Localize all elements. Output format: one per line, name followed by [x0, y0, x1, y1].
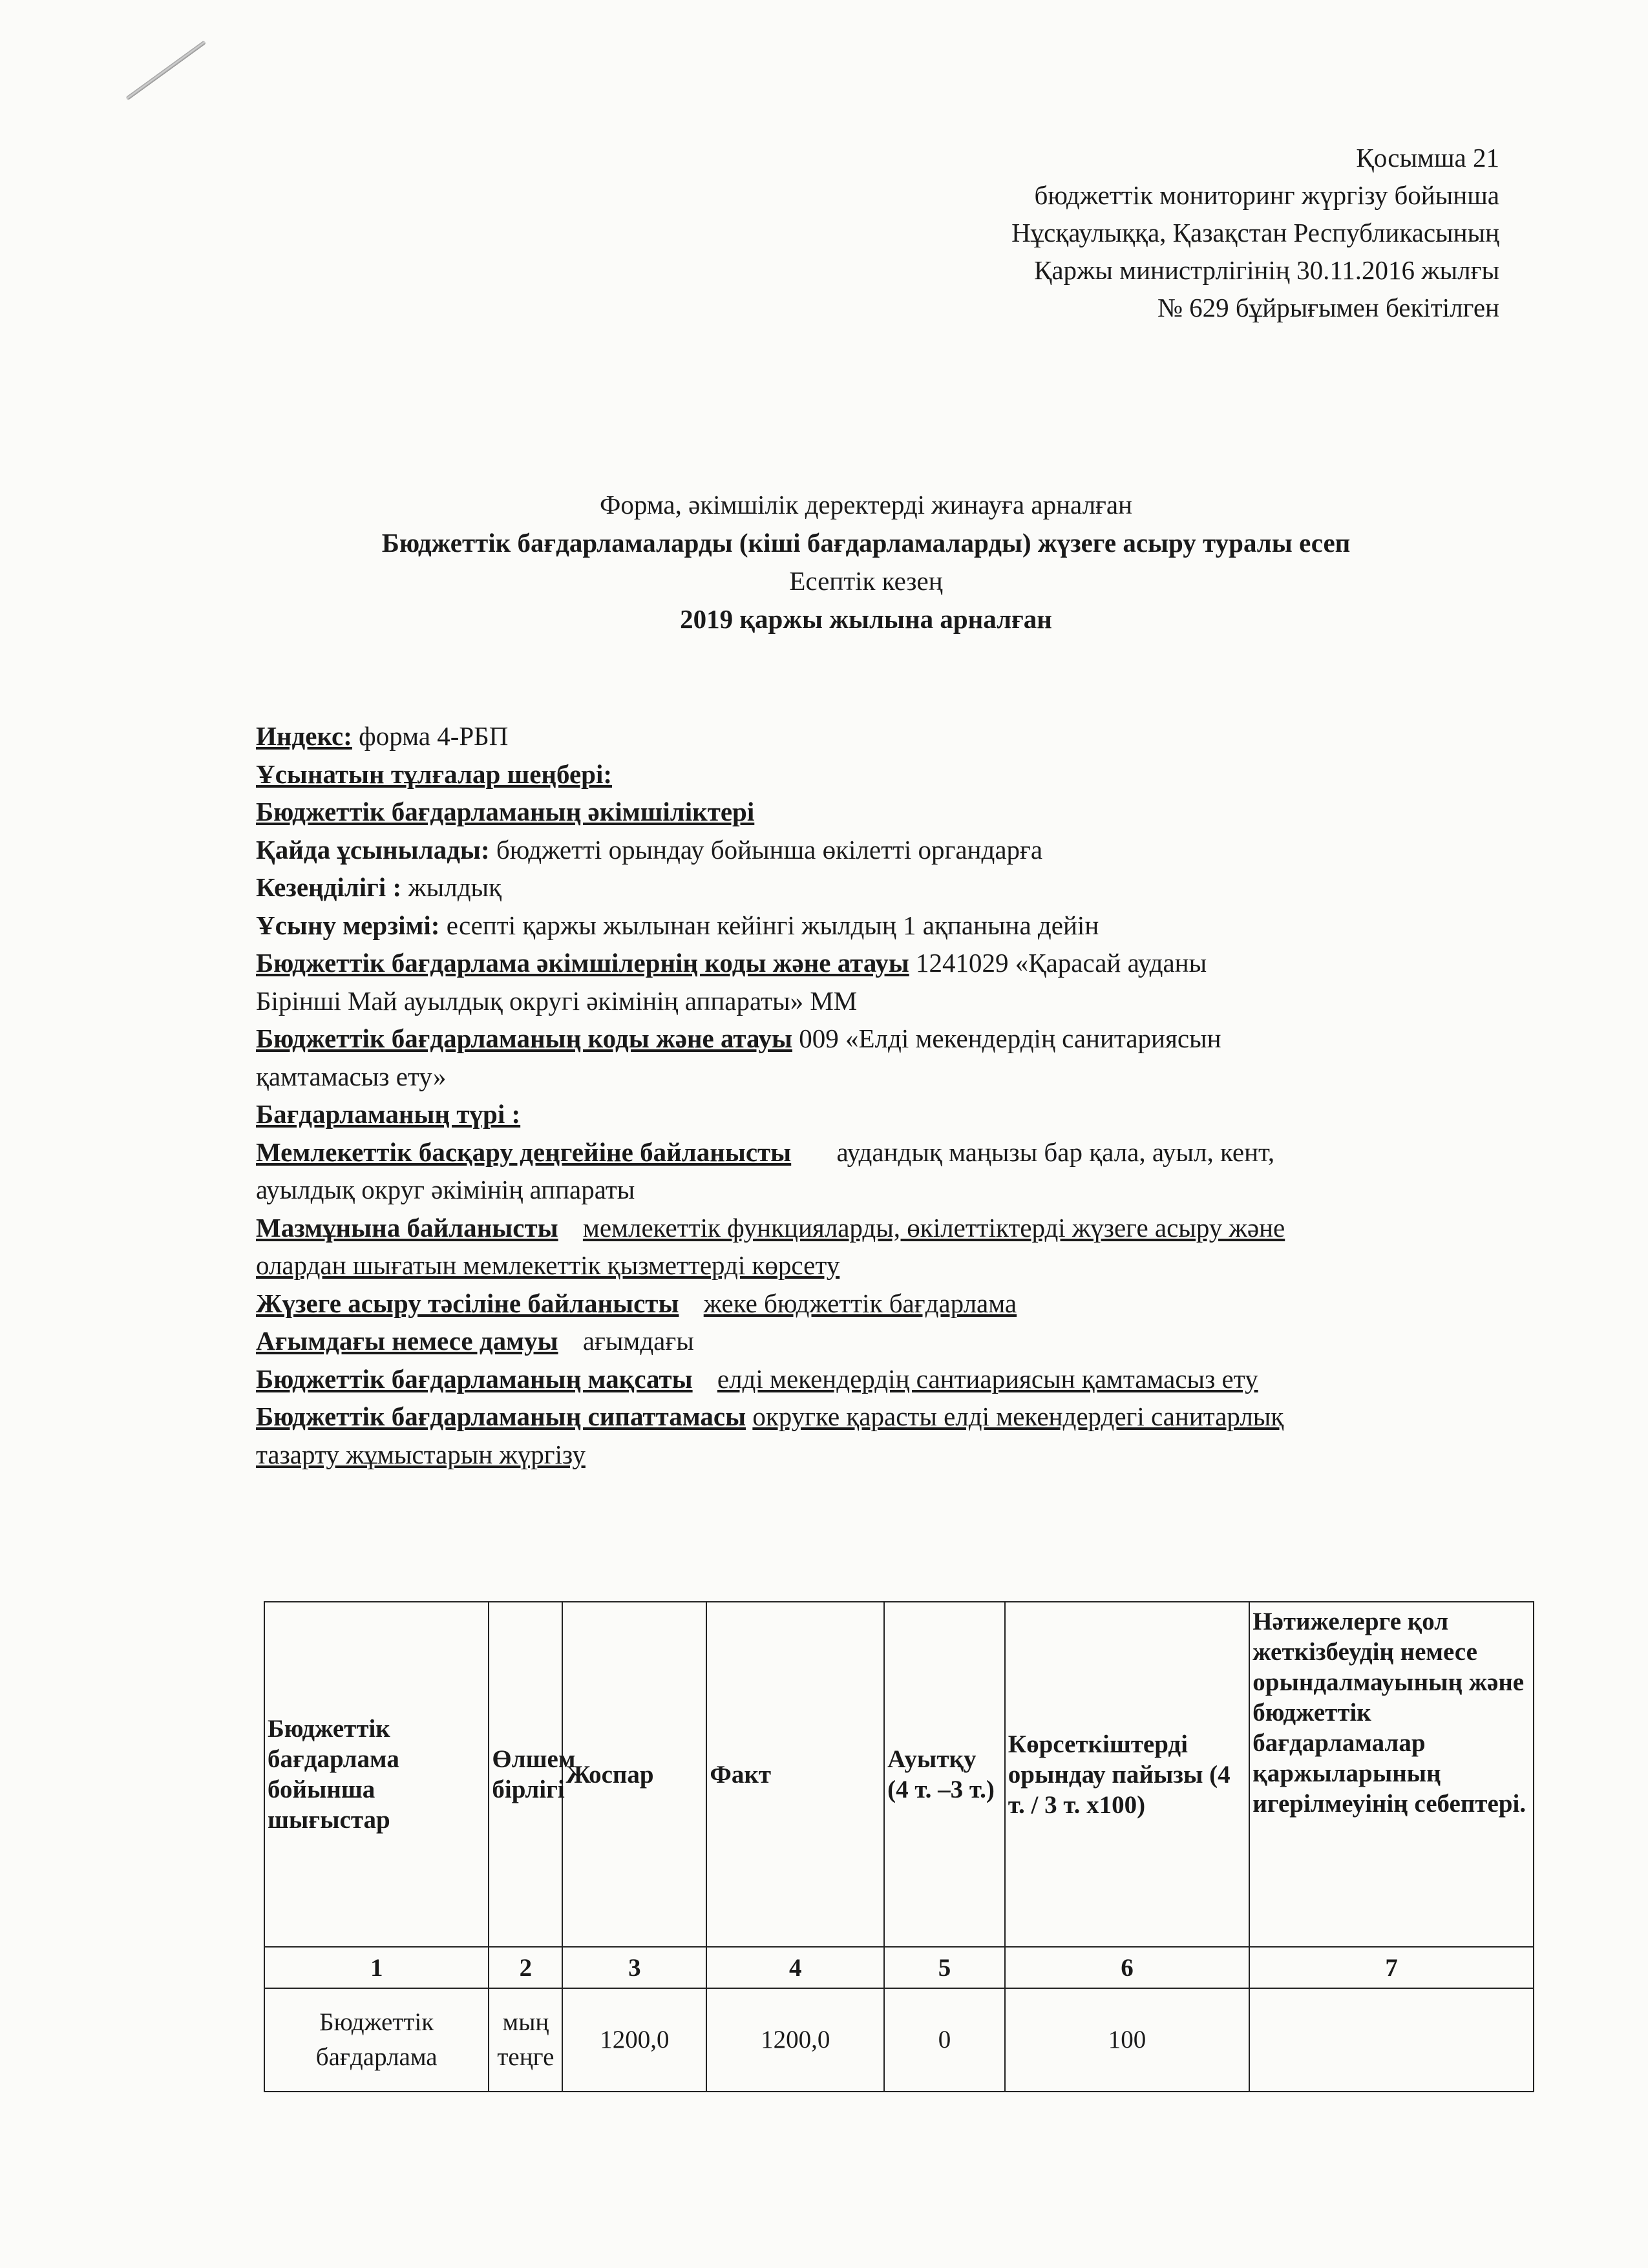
header-fact: Факт: [706, 1602, 884, 1947]
level-row-cont: [256, 1171, 1529, 1209]
program-type-label: Бағдарламаның түрі :: [256, 1099, 521, 1129]
deadline-value: есепті қаржы жылынан кейінгі жылдың 1 ақпанына дейін: [446, 910, 1099, 940]
staple-mark: [125, 40, 206, 100]
method-row: [256, 1285, 1529, 1323]
header-plan: Жоспар: [562, 1602, 706, 1947]
document-title: [155, 486, 1577, 638]
content-value: мемлекеттік функцияларды, өкілеттіктерді жүзеге асыру және: [582, 1212, 1285, 1243]
program-code-label: Бюджеттік бағдарламаның коды және атауы: [256, 1024, 792, 1053]
cell-fact: 1200,0: [706, 1988, 884, 2092]
content-label: Мазмұнына байланысты: [256, 1212, 558, 1243]
header-expenses: Бюджеттік бағдарлама бойынша шығыстар: [264, 1602, 489, 1947]
header-line: Қаржы министрлігінің 30.11.2016 жылғы: [1033, 255, 1499, 285]
description-value: округке қарасты елді мекендердегі санитарлық: [752, 1402, 1284, 1431]
goal-row: [256, 1360, 1529, 1398]
table-row: [264, 1988, 1534, 2092]
level-value: аудандық маңызы бар қала, ауыл, кент,: [836, 1137, 1275, 1167]
form-purpose: Форма, әкімшілік деректерді жинауға арналған: [600, 490, 1132, 520]
description-label: Бюджеттік бағдарламаның сипаттамасы: [256, 1402, 746, 1431]
column-number: 7: [1249, 1947, 1534, 1988]
where-label: Қайда ұсынылады:: [256, 834, 490, 865]
fiscal-year: 2019 қаржы жылына арналған: [680, 604, 1052, 634]
reporting-period-label: Есептік кезең: [789, 566, 943, 596]
header-deviation: Ауытқу (4 т. –3 т.): [884, 1602, 1005, 1947]
program-code-value: 009 «Елді мекендердің санитариясын: [799, 1024, 1221, 1053]
admins-label: Бюджеттік бағдарламаның әкімшіліктері: [256, 797, 755, 826]
period-row: [256, 868, 1529, 907]
current-row: [256, 1322, 1529, 1360]
column-number: 1: [264, 1947, 489, 1988]
content-row: [256, 1209, 1529, 1247]
program-code-value-cont: қамтамасыз ету»: [256, 1061, 447, 1091]
column-number: 3: [562, 1947, 706, 1988]
circle-row: [256, 755, 1529, 793]
cell-unit: мың теңге: [489, 1988, 562, 2092]
level-value-cont: ауылдық округ әкімінің аппараты: [256, 1175, 635, 1204]
report-title: Бюджеттік бағдарламаларды (кіші бағдарламаларды) жүзеге асыру туралы есеп: [381, 528, 1351, 558]
cell-deviation: 0: [884, 1988, 1005, 2092]
goal-value: елді мекендердің сантиариясын қамтамасыз ету: [717, 1363, 1258, 1394]
period-value: жылдық: [408, 872, 502, 902]
admin-code-value-cont: Бірінші Май ауылдық округі әкімінің аппараты» ММ: [256, 985, 858, 1016]
content-row-cont: [256, 1246, 1529, 1285]
header-line: № 629 бұйрығымен бекітілген: [1157, 293, 1499, 322]
deadline-label: Ұсыну мерзімі:: [256, 910, 440, 940]
admin-code-label: Бюджеттік бағдарлама әкімшілернің коды және атауы: [256, 948, 909, 978]
where-value: бюджетті орындау бойынша өкілетті органдарға: [496, 834, 1043, 865]
header-line: бюджеттік мониторинг жүргізу бойынша: [1034, 180, 1499, 210]
cell-plan: 1200,0: [562, 1988, 706, 2092]
program-code-row-cont: [256, 1058, 1529, 1096]
program-code-row: [256, 1020, 1529, 1058]
program-type-row: [256, 1095, 1529, 1133]
index-value: форма 4-РБП: [359, 721, 509, 751]
approval-header: [776, 139, 1499, 326]
admin-code-row-cont: [256, 982, 1529, 1020]
goal-label: Бюджеттік бағдарламаның мақсаты: [256, 1363, 693, 1394]
admin-code-value: 1241029 «Қарасай ауданы: [916, 948, 1207, 978]
header-unit: Өлшем бірлігі: [489, 1602, 562, 1947]
table-number-row: [264, 1947, 1534, 1988]
table-header-row: [264, 1602, 1534, 1947]
header-percent: Көрсеткіштерді орындау пайызы (4 т. / 3 т. х100): [1005, 1602, 1249, 1947]
description-row-cont: [256, 1436, 1529, 1474]
method-value: жеке бюджеттік бағдарлама: [703, 1288, 1017, 1318]
column-number: 6: [1005, 1947, 1249, 1988]
where-row: [256, 831, 1529, 869]
description-row: [256, 1398, 1529, 1436]
level-row: [256, 1133, 1529, 1171]
description-value-cont: тазарту жұмыстарын жүргізу: [256, 1439, 586, 1469]
content-value-cont: олардан шығатын мемлекеттік қызметтерді көрсету: [256, 1250, 840, 1280]
header-reasons: Нәтижелерге қол жеткізбеудің немесе орындалмауының және бюджеттік бағдарламалар қаржыларының игерілмеуінің себептері.: [1249, 1602, 1534, 1947]
form-info: [256, 717, 1529, 1473]
current-value: ағымдағы: [582, 1326, 694, 1356]
index-label: Индекс:: [256, 721, 352, 751]
current-label: Ағымдағы немесе дамуы: [256, 1326, 558, 1356]
method-label: Жүзеге асыру тәсіліне байланысты: [256, 1288, 679, 1318]
cell-percent: 100: [1005, 1988, 1249, 2092]
column-number: 2: [489, 1947, 562, 1988]
header-line: Нұсқаулыққа, Қазақстан Республикасының: [1011, 218, 1499, 247]
deadline-row: [256, 907, 1529, 945]
cell-expenses: Бюджеттік бағдарлама: [264, 1988, 489, 2092]
header-line: Қосымша 21: [1356, 143, 1499, 173]
period-label: Кезеңділігі :: [256, 872, 402, 902]
index-row: [256, 717, 1529, 755]
program-execution-table: [264, 1601, 1534, 2092]
column-number: 4: [706, 1947, 884, 1988]
circle-label: Ұсынатын тұлғалар шеңбері:: [256, 759, 613, 789]
column-number: 5: [884, 1947, 1005, 1988]
admin-code-row: [256, 944, 1529, 982]
level-label: Мемлекеттік басқару деңгейіне байланысты: [256, 1137, 792, 1167]
admins-row: [256, 793, 1529, 831]
cell-reasons: [1249, 1988, 1534, 2092]
